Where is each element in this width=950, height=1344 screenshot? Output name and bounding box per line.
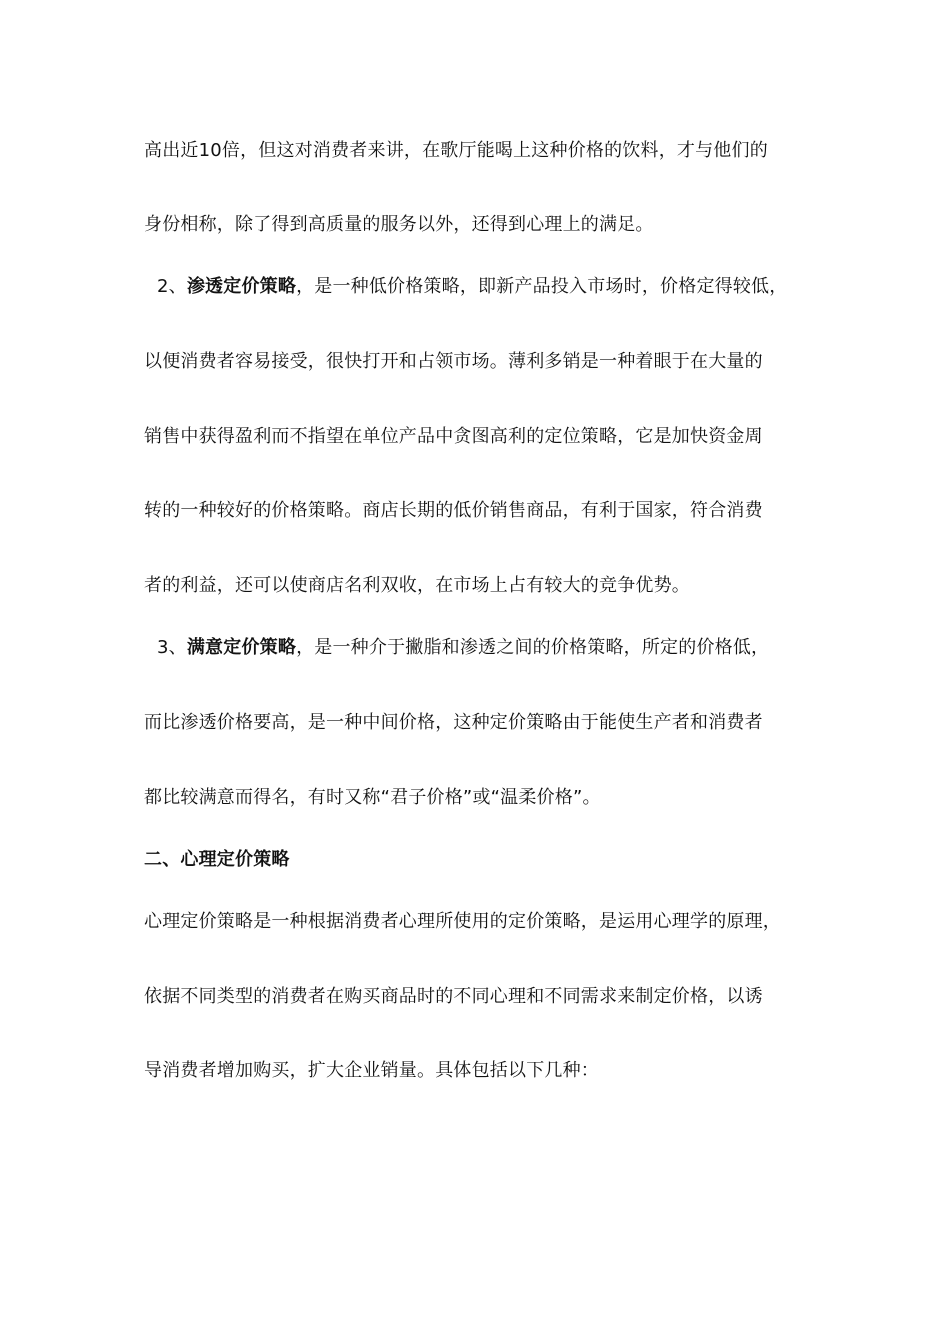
paragraph-line: 而比渗透价格要高，是一种中间价格，这种定价策略由于能使生产者和消费者 <box>144 712 763 733</box>
paragraph-line: 导消费者增加购买，扩大企业销量。具体包括以下几种： <box>144 1060 599 1081</box>
term-satisfaction-pricing: 满意定价策略 <box>186 637 297 658</box>
paragraph-line: 以便消费者容易接受，很快打开和占领市场。薄利多销是一种着眼于在大量的 <box>144 351 763 372</box>
list-number: 3、 <box>157 637 187 658</box>
term-definition: ，是一种介于撇脂和渗透之间的价格策略，所定的价格低， <box>296 637 770 658</box>
paragraph-line: 身份相称，除了得到高质量的服务以外，还得到心理上的满足。 <box>144 214 654 235</box>
list-item-satisfaction-pricing <box>157 635 827 661</box>
paragraph-line: 心理定价策略是一种根据消费者心理所使用的定价策略，是运用心理学的原理， <box>144 911 781 932</box>
list-item-penetration-pricing <box>157 274 827 300</box>
term-penetration-pricing: 渗透定价策略 <box>186 276 297 297</box>
paragraph-line: 高出近10倍，但这对消费者来讲，在歌厅能喝上这种价格的饮料，才与他们的 <box>144 140 768 161</box>
paragraph-line: 都比较满意而得名，有时又称“君子价格”或“温柔价格”。 <box>144 787 601 808</box>
paragraph-line: 依据不同类型的消费者在购买商品时的不同心理和不同需求来制定价格，以诱 <box>144 986 763 1007</box>
paragraph-line: 销售中获得盈利而不指望在单位产品中贪图高利的定位策略，它是加快资金周 <box>144 426 763 447</box>
paragraph-line: 者的利益，还可以使商店名利双收，在市场上占有较大的竞争优势。 <box>144 575 690 596</box>
list-number: 2、 <box>157 276 187 297</box>
paragraph-line: 转的一种较好的价格策略。商店长期的低价销售商品，有利于国家，符合消费 <box>144 500 763 521</box>
term-definition: ，是一种低价格策略，即新产品投入市场时，价格定得较低， <box>296 276 788 297</box>
section-heading: 二、心理定价策略 <box>144 849 290 870</box>
